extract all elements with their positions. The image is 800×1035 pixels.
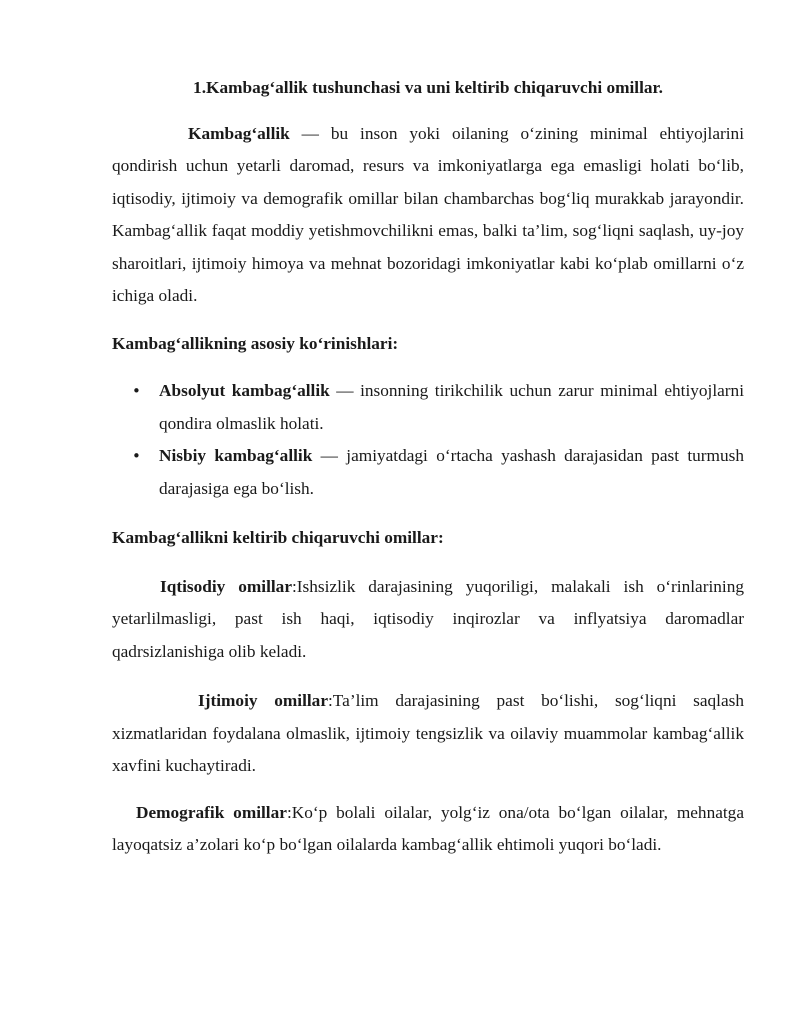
intro-term: Kambag‘allik: [188, 123, 290, 143]
factor-text: :Ta’lim darajasining past bo‘lishi, sog‘liqni saqlash xizmatlaridan foydalana olmaslik, ijtimoiy tengsizlik va oilaviy muammolar kambag‘allik xavfini kuchaytiradi.: [112, 691, 744, 775]
list-item-term: Absolyut kambag‘allik: [159, 381, 330, 400]
economic-factors-paragraph: [112, 571, 744, 669]
list-item-term: Nisbiy kambag‘allik: [159, 446, 313, 465]
intro-paragraph: [112, 118, 744, 313]
causes-heading: Kambag‘allikni keltirib chiqaruvchi omillar:: [112, 528, 444, 547]
factor-term: Demografik omillar: [136, 802, 287, 822]
list-item: [112, 375, 744, 440]
bullet-icon: •: [132, 382, 141, 400]
factor-text: :Ko‘p bolali oilalar, yolg‘iz ona/ota bo‘lgan oilalar, mehnatga layoqatsiz a’zolari ko‘p bo‘lgan oilalarda kambag‘allik ehtimoli yuqori bo‘ladi.: [112, 802, 744, 854]
forms-heading: Kambag‘allikning asosiy ko‘rinishlari:: [112, 333, 399, 353]
list-item-text: — insonning tirikchilik uchun zarur minimal ehtiyojlarni qondira olmaslik holati.: [159, 381, 744, 433]
demographic-factors-paragraph: [112, 797, 744, 862]
factor-term: Iqtisodiy omillar: [160, 576, 292, 596]
bullet-icon: •: [132, 447, 141, 465]
factor-term: Ijtimoiy omillar: [198, 691, 328, 710]
list-item: [112, 440, 744, 505]
list-item-text: — jamiyatdagi o‘rtacha yashash darajasidan past turmush darajasiga ega bo‘lish.: [159, 446, 744, 498]
forms-list: [112, 375, 744, 505]
social-factors-paragraph: [112, 685, 744, 783]
section-title: 1.Kambag‘allik tushunchasi va uni keltirib chiqaruvchi omillar.: [193, 78, 663, 97]
intro-text: — bu inson yoki oilaning o‘zining minimal ehtiyojlarini qondirish uchun yetarli daromad, resurs va imkoniyatlarga ega emasligi holati bo‘lib, iqtisodiy, ijtimoiy va demografik omillar bilan chambarchas bog‘liq murakkab jarayondir. Kambag‘allik faqat moddiy yetishmovchilikni emas, balki ta’lim, sog‘liqni saqlash, uy-joy sharoitlari, ijtimoiy himoya va mehnat bozoridagi imkoniyatlar kabi ko‘plab omillarni o‘z ichiga oladi.: [112, 123, 744, 305]
factor-text: :Ishsizlik darajasining yuqoriligi, malakali ish o‘rinlarining yetarlilmasligi, past ish haqi, iqtisodiy inqirozlar va inflyatsiya daromadlar qadrsizlanishiga olib keladi.: [112, 576, 744, 661]
document-body: [112, 72, 744, 862]
